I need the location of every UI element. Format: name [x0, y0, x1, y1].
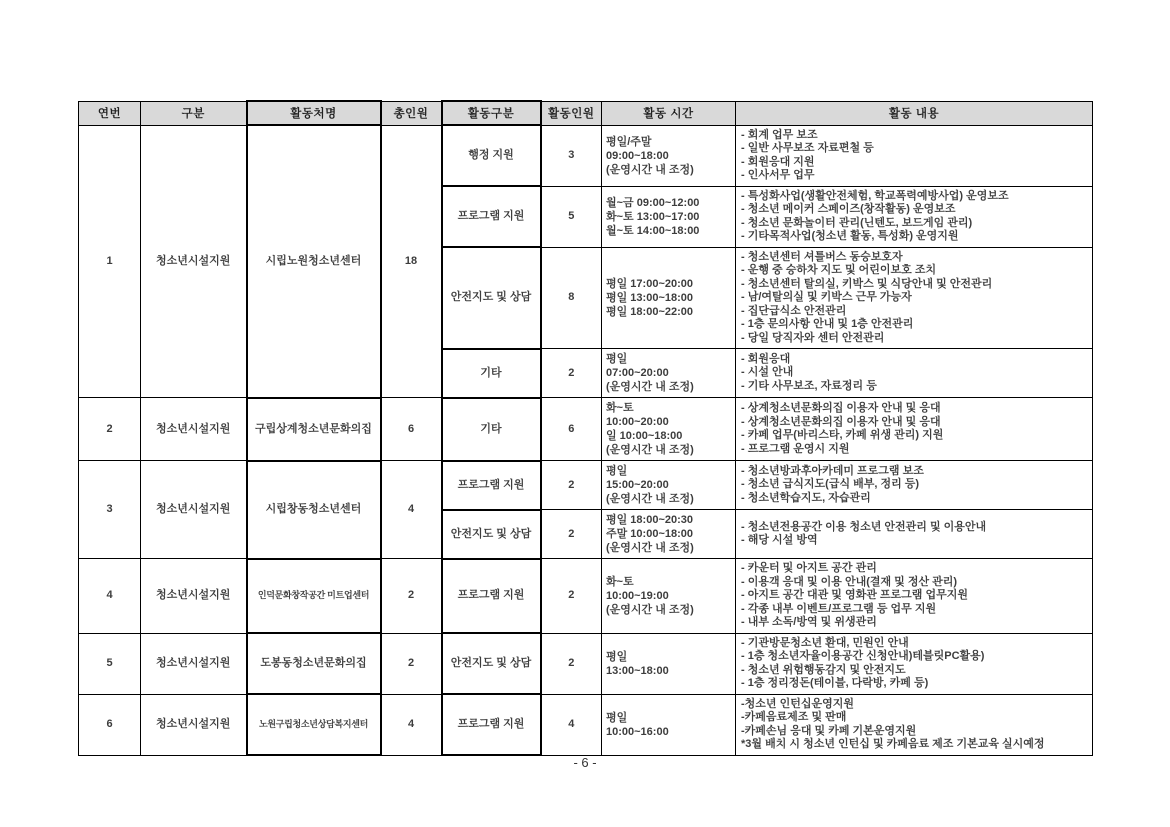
- content-line: - 청소년 급식지도(급식 배부, 정리 등): [741, 478, 920, 491]
- time-line: (운영시간 내 조정): [606, 381, 694, 393]
- content-line: - 청소년 메이커 스페이즈(창작활동) 운영보조: [741, 203, 956, 215]
- cell-activity-type: 프로그램 지원: [442, 186, 541, 247]
- header-row: [79, 101, 1093, 125]
- content-line: - 회계 업무 보조: [741, 128, 818, 141]
- content-line: -청소년 인턴십운영지원: [741, 697, 854, 710]
- column-header-total: 총인원: [381, 101, 442, 125]
- content-line: - 당일 당직자와 센터 안전관리: [741, 331, 885, 344]
- cell-activity-count: 2: [541, 633, 602, 694]
- time-line: 09:00~18:00: [606, 149, 669, 162]
- time-line: 평일 18:00~20:30: [606, 514, 693, 526]
- cell-activity-content: [736, 398, 1093, 461]
- content-line: - 상계청소년문화의집 이용자 안내 및 응대: [741, 402, 941, 414]
- time-line: 주말 10:00~18:00: [606, 528, 693, 540]
- cell-activity-time: [602, 633, 736, 694]
- cell-total: 18: [381, 125, 442, 398]
- cell-activity-count: 3: [541, 125, 602, 186]
- cell-activity-count: 2: [541, 461, 602, 510]
- content-line: - 이용객 응대 및 이용 안내(결재 및 정산 관리): [741, 575, 958, 588]
- cell-activity-count: 2: [541, 559, 602, 634]
- time-line: (운영시간 내 조정): [606, 542, 694, 554]
- table-row: [79, 633, 1093, 694]
- content-line: - 회원응대 지원: [741, 155, 815, 168]
- cell-activity-type: 안전지도 및 상담: [442, 247, 541, 349]
- content-line: - 청소년방과후아카데미 프로그램 보조: [741, 464, 924, 477]
- time-line: 평일/주말: [606, 135, 652, 148]
- cell-activity-count: 4: [541, 694, 602, 755]
- cell-activity-type: 안전지도 및 상담: [442, 510, 541, 559]
- cell-activity-content: [736, 559, 1093, 634]
- content-line: - 청소년 위험행동감지 및 안전지도: [741, 663, 906, 676]
- content-line: - 청소년학습지도, 자습관리: [741, 491, 871, 504]
- table-row: [79, 461, 1093, 510]
- content-line: -카페손님 응대 및 카페 기본운영지원: [741, 724, 917, 737]
- time-line: (운영시간 내 조정): [606, 444, 694, 456]
- column-header-category: 구분: [141, 101, 247, 125]
- table-body: [79, 125, 1093, 755]
- time-line: 일 10:00~18:00: [606, 430, 683, 442]
- time-line: 화~토: [606, 575, 634, 588]
- cell-activity-content: [736, 186, 1093, 247]
- cell-activity-time: [602, 510, 736, 559]
- content-line: - 인사서무 업무: [741, 169, 815, 181]
- time-line: 평일 17:00~20:00: [606, 277, 693, 290]
- cell-no: 6: [79, 694, 141, 755]
- cell-facility: 도봉동청소년문화의집: [247, 633, 381, 694]
- table-row: [79, 694, 1093, 755]
- content-line: - 카운터 및 아지트 공간 관리: [741, 562, 877, 574]
- cell-activity-type: 기타: [442, 349, 541, 398]
- column-header-no: 연번: [79, 101, 141, 125]
- time-line: 평일: [606, 465, 628, 477]
- content-line: - 청소년센터 셔틀버스 동승보호자: [741, 250, 903, 263]
- cell-category: 청소년시설지원: [141, 694, 247, 755]
- time-line: 화~토: [606, 402, 634, 414]
- cell-facility: 인덕문화창작공간 미트업센터: [247, 559, 381, 634]
- content-line: - 1층 청소년자율이용공간 신청안내)테블릿PC활용): [741, 650, 985, 662]
- cell-activity-type: 안전지도 및 상담: [442, 633, 541, 694]
- content-line: - 특성화사업(생활안전체험, 학교폭력예방사업) 운영보조: [741, 189, 1009, 202]
- content-line: - 상계청소년문화의집 이용자 안내 및 응대: [741, 415, 941, 428]
- page-number: - 6 -: [573, 755, 597, 770]
- cell-activity-time: [602, 125, 736, 186]
- content-line: - 내부 소독/방역 및 위생관리: [741, 616, 877, 628]
- time-line: 월~토 14:00~18:00: [606, 224, 700, 237]
- content-line: - 아지트 공간 대관 및 영화관 프로그램 업무지원: [741, 589, 968, 601]
- content-line: - 집단급식소 안전관리: [741, 304, 847, 317]
- cell-activity-time: [602, 186, 736, 247]
- cell-activity-time: [602, 461, 736, 510]
- cell-activity-count: 8: [541, 247, 602, 349]
- cell-activity-content: [736, 510, 1093, 559]
- time-line: 10:00~19:00: [606, 589, 669, 602]
- table-row: [79, 398, 1093, 461]
- time-line: 평일 13:00~18:00: [606, 291, 693, 304]
- cell-category: 청소년시설지원: [141, 559, 247, 634]
- column-header-activity-type: 활동구분: [442, 101, 541, 125]
- time-line: 평일: [606, 353, 628, 365]
- cell-activity-time: [602, 694, 736, 755]
- cell-total: 6: [381, 398, 442, 461]
- content-line: - 청소년 문화놀이터 관리(닌텐도, 보드게임 관리): [741, 216, 973, 229]
- table-row: [79, 559, 1093, 634]
- cell-total: 2: [381, 559, 442, 634]
- cell-activity-content: [736, 633, 1093, 694]
- cell-activity-count: 2: [541, 349, 602, 398]
- content-line: - 청소년센터 탈의실, 키박스 및 식당안내 및 안전관리: [741, 277, 993, 290]
- cell-total: 4: [381, 461, 442, 559]
- time-line: 15:00~20:00: [606, 479, 669, 491]
- column-header-activity-content: 활동 내용: [736, 101, 1093, 125]
- cell-no: 2: [79, 398, 141, 461]
- content-line: - 기타 사무보조, 자료정리 등: [741, 379, 877, 392]
- time-line: 평일 18:00~22:00: [606, 305, 693, 318]
- content-line: *3월 배치 시 청소년 인턴십 및 카페음료 제조 기본교육 실시예정: [741, 738, 1045, 750]
- content-line: - 청소년전용공간 이용 청소년 안전관리 및 이용안내: [741, 520, 987, 533]
- cell-facility: 노원구립청소년상담복지센터: [247, 694, 381, 755]
- table-header: [79, 101, 1093, 125]
- cell-activity-time: [602, 398, 736, 461]
- cell-activity-type: 프로그램 지원: [442, 559, 541, 634]
- content-line: - 일반 사무보조 자료편철 등: [741, 142, 874, 154]
- content-line: - 회원응대: [741, 352, 791, 365]
- cell-activity-time: [602, 349, 736, 398]
- time-line: 10:00~20:00: [606, 416, 669, 428]
- cell-activity-content: [736, 349, 1093, 398]
- column-header-activity-time: 활동 시간: [602, 101, 736, 125]
- content-line: - 기관방문청소년 환대, 민원인 안내: [741, 636, 909, 649]
- cell-activity-type: 행정 지원: [442, 125, 541, 186]
- cell-activity-count: 6: [541, 398, 602, 461]
- cell-activity-content: [736, 125, 1093, 186]
- time-line: 07:00~20:00: [606, 367, 669, 379]
- cell-activity-time: [602, 247, 736, 349]
- cell-category: 청소년시설지원: [141, 398, 247, 461]
- cell-category: 청소년시설지원: [141, 633, 247, 694]
- cell-category: 청소년시설지원: [141, 125, 247, 398]
- time-line: 10:00~16:00: [606, 725, 669, 738]
- content-line: - 1층 문의사항 안내 및 1층 안전관리: [741, 318, 914, 330]
- cell-facility: 구립상계청소년문화의집: [247, 398, 381, 461]
- cell-activity-count: 5: [541, 186, 602, 247]
- content-line: - 해당 시설 방역: [741, 534, 818, 546]
- time-line: (운영시간 내 조정): [606, 493, 694, 505]
- cell-no: 4: [79, 559, 141, 634]
- cell-no: 1: [79, 125, 141, 398]
- content-line: -카페음료제조 및 판매: [741, 711, 847, 723]
- cell-total: 4: [381, 694, 442, 755]
- content-line: - 1층 정리정돈(테이블, 다락방, 카페 등): [741, 677, 929, 689]
- cell-facility: 시립노원청소년센터: [247, 125, 381, 398]
- cell-activity-count: 2: [541, 510, 602, 559]
- table-row: [79, 125, 1093, 186]
- column-header-activity-count: 활동인원: [541, 101, 602, 125]
- cell-facility: 시립창동청소년센터: [247, 461, 381, 559]
- activity-table: [78, 100, 1093, 756]
- cell-no: 3: [79, 461, 141, 559]
- content-line: - 카페 업무(바리스타, 카페 위생 관리) 지원: [741, 429, 944, 441]
- content-line: - 각종 내부 이벤트/프로그램 등 업무 지원: [741, 602, 937, 615]
- time-line: 월~금 09:00~12:00: [606, 196, 700, 209]
- cell-no: 5: [79, 633, 141, 694]
- cell-category: 청소년시설지원: [141, 461, 247, 559]
- time-line: 평일: [606, 711, 628, 724]
- cell-activity-content: [736, 694, 1093, 755]
- content-line: - 시설 안내: [741, 366, 794, 379]
- cell-activity-type: 프로그램 지원: [442, 694, 541, 755]
- cell-activity-type: 기타: [442, 398, 541, 461]
- content-line: - 운행 중 승하차 지도 및 어린이보호 조치: [741, 264, 937, 276]
- cell-activity-type: 프로그램 지원: [442, 461, 541, 510]
- cell-activity-content: [736, 461, 1093, 510]
- time-line: (운영시간 내 조정): [606, 603, 694, 616]
- content-line: - 남/여탈의실 및 키박스 근무 가능자: [741, 291, 912, 303]
- column-header-facility: 활동처명: [247, 101, 381, 125]
- content-line: - 기타목적사업(청소년 활동, 특성화) 운영지원: [741, 230, 959, 242]
- time-line: (운영시간 내 조정): [606, 163, 694, 176]
- cell-activity-time: [602, 559, 736, 634]
- time-line: 평일: [606, 650, 628, 663]
- content-line: - 프로그램 운영시 지원: [741, 442, 850, 455]
- cell-total: 2: [381, 633, 442, 694]
- time-line: 13:00~18:00: [606, 664, 669, 677]
- time-line: 화~토 13:00~17:00: [606, 210, 700, 223]
- cell-activity-content: [736, 247, 1093, 349]
